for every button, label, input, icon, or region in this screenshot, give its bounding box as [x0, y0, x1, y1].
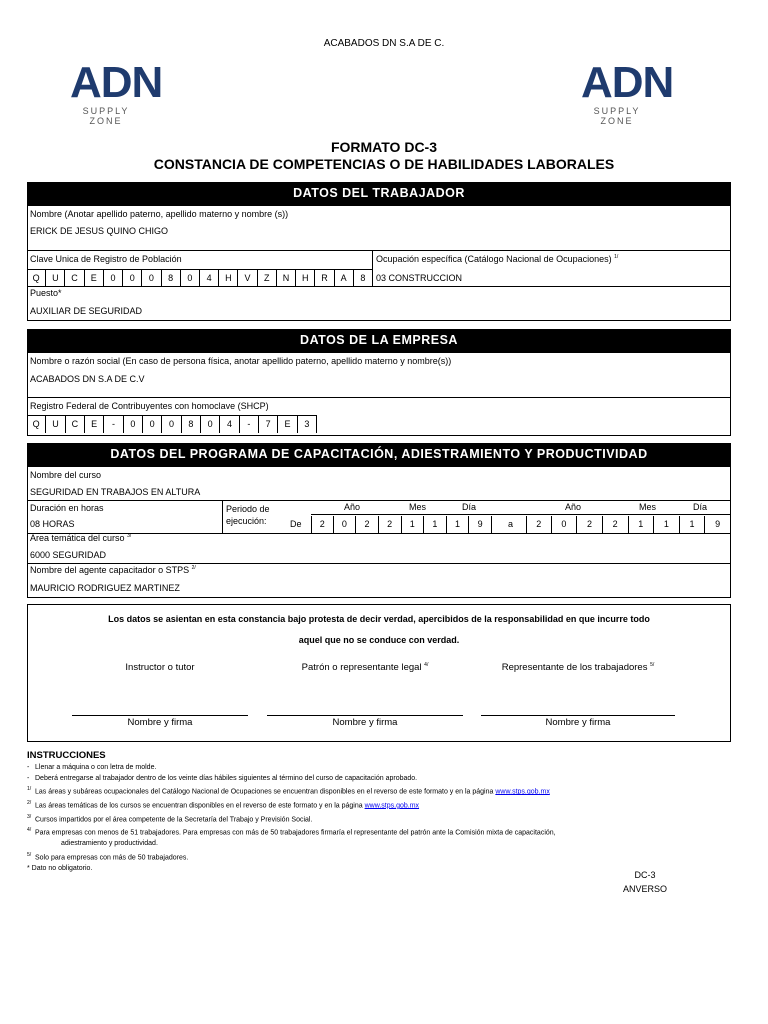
char-cell[interactable]: 1 [447, 516, 470, 533]
instruction-mark: 1/ [27, 786, 32, 792]
instruction-text: Las áreas temáticas de los cursos se encuentran disponibles en el reverso de este formato y en la página [35, 802, 365, 810]
char-cell[interactable]: U [46, 270, 65, 287]
char-cell[interactable]: 2 [526, 516, 552, 533]
char-cell[interactable]: 2 [311, 516, 334, 533]
instruction-mark: - [27, 764, 30, 771]
char-cell[interactable]: Z [258, 270, 277, 287]
char-cell[interactable]: E [278, 416, 297, 433]
position-value[interactable]: AUXILIAR DE SEGURIDAD [30, 306, 143, 316]
instruction-line [27, 864, 556, 875]
char-cell[interactable]: N [277, 270, 296, 287]
instruction-line [27, 850, 556, 864]
duration-label: Duración en horas [30, 503, 104, 513]
rfc-grid[interactable] [27, 415, 317, 433]
instruction-line [27, 812, 556, 826]
course-name-value[interactable]: SEGURIDAD EN TRABAJOS EN ALTURA [30, 487, 201, 497]
instruction-text: Las áreas y subáreas ocupacionales del Catálogo Nacional de Ocupaciones se encuentran disponibles en el reverso de este formato y en la página [35, 788, 496, 796]
divider [27, 250, 731, 251]
worker-name-value[interactable]: ERICK DE JESUS QUINO CHIGO [30, 226, 169, 236]
instruction-text: Deberá entregarse al trabajador dentro de los veinte días hábiles siguientes al término del curso de capacitación aprobado. [35, 774, 418, 782]
instruction-line [27, 839, 556, 850]
char-cell[interactable]: R [315, 270, 334, 287]
from-month-label: Mes [409, 502, 427, 512]
char-cell[interactable]: 0 [143, 416, 162, 433]
rfc-label: Registro Federal de Contribuyentes con homoclave (SHCP) [30, 401, 269, 411]
char-cell[interactable]: 9 [705, 516, 731, 533]
char-cell[interactable]: 2 [379, 516, 402, 533]
section-program-header: DATOS DEL PROGRAMA DE CAPACITACIÓN, ADIESTRAMIENTO Y PRODUCTIVIDAD [27, 443, 731, 466]
logo-brand: ADN [581, 58, 674, 107]
stps-link[interactable]: www.stps.gob.mx [495, 788, 550, 796]
instruction-text: Solo para empresas con más de 50 trabajadores. [35, 854, 189, 862]
char-cell[interactable]: A [335, 270, 354, 287]
instruction-mark: 5/ [27, 851, 32, 858]
divider [27, 533, 731, 534]
period-to-label: a [508, 519, 514, 529]
char-cell[interactable]: 4 [200, 270, 219, 287]
occupation-value[interactable]: 03 CONSTRUCCION [376, 273, 463, 283]
position-label: Puesto* [30, 288, 62, 298]
period-from-label: De [290, 519, 302, 529]
char-cell[interactable]: V [238, 270, 257, 287]
instruction-text: * Dato no obligatorio. [27, 864, 93, 872]
divider [222, 500, 223, 533]
duration-value[interactable]: 08 HORAS [30, 519, 75, 529]
char-cell[interactable]: 0 [123, 270, 142, 287]
char-cell[interactable]: 1 [402, 516, 425, 533]
char-cell[interactable]: 2 [577, 516, 603, 533]
char-cell[interactable]: 1 [629, 516, 655, 533]
instruction-mark: 4/ [27, 827, 32, 834]
footer-side: ANVERSO [622, 884, 667, 894]
instruction-text: adiestramiento y productividad. [61, 840, 158, 848]
period-label-1: Periodo de [226, 504, 270, 514]
section-worker-header: DATOS DEL TRABAJADOR [27, 182, 731, 205]
char-cell[interactable]: 8 [182, 416, 201, 433]
company-header: ACABADOS DN S.A DE C. [323, 38, 445, 49]
course-name-label: Nombre del curso [30, 470, 102, 480]
curp-label: Clave Unica de Registro de Población [30, 254, 182, 264]
from-year-label: Año [344, 502, 361, 512]
char-cell[interactable]: Q [27, 270, 46, 287]
char-cell[interactable]: 1 [654, 516, 680, 533]
form-code-title: FORMATO DC-3 [330, 139, 438, 155]
logo-tagline: SUPPLY ZONE [82, 106, 130, 126]
char-cell[interactable]: 2 [603, 516, 629, 533]
curp-grid[interactable] [27, 269, 373, 287]
adn-logo-left [70, 58, 163, 128]
workers-rep-sign-caption: Nombre y firma [545, 717, 611, 728]
instruction-line [27, 784, 556, 798]
instruction-mark: 2/ [27, 799, 32, 806]
occupation-label: Ocupación específica (Catálogo Nacional de Ocupaciones) $^{1/}$ [376, 254, 619, 264]
to-month-label: Mes [639, 502, 657, 512]
stps-link[interactable]: www.stps.gob.mx [364, 802, 420, 810]
char-cell[interactable]: - [240, 416, 259, 433]
statement-line-1: Los datos se asientan en esta constancia bajo protesta de decir verdad, apercibidos de la responsabilidad en que incurre todo [108, 614, 650, 624]
instruction-line [27, 774, 556, 785]
char-cell[interactable]: 2 [356, 516, 379, 533]
char-cell[interactable]: E [85, 416, 104, 433]
char-cell[interactable]: 7 [259, 416, 278, 433]
from-day-label: Día [462, 502, 477, 512]
worker-name-label: Nombre (Anotar apellido paterno, apellido materno y nombre (s)) [30, 209, 289, 219]
section-company-header: DATOS DE LA EMPRESA [27, 329, 731, 352]
divider [311, 514, 731, 515]
instruction-text: Cursos impartidos por el área competente de la Secretaría del Trabajo y Previsión Social. [35, 815, 313, 823]
char-cell[interactable]: 4 [220, 416, 239, 433]
char-cell[interactable]: C [66, 416, 85, 433]
instructor-sign-caption: Nombre y firma [127, 717, 193, 728]
company-name-label: Nombre o razón social (En caso de persona física, anotar apellido paterno, apellido materno y nombre(s)) [30, 356, 452, 366]
instruction-mark: - [27, 774, 30, 782]
company-name-value[interactable]: ACABADOS DN S.A DE C.V [30, 374, 145, 384]
adn-logo-right [581, 58, 674, 128]
area-label: Área temática del curso $^{3/}$ [30, 533, 132, 543]
char-cell[interactable]: 9 [469, 516, 492, 533]
employer-signature-line[interactable] [267, 715, 463, 716]
char-cell[interactable]: 0 [181, 270, 200, 287]
employer-label: Patrón o representante legal $^{4/}$ [301, 662, 429, 674]
workers-rep-signature-line[interactable] [481, 715, 675, 716]
char-cell[interactable]: 8 [354, 270, 373, 287]
char-cell[interactable]: H [219, 270, 238, 287]
divider [27, 286, 731, 287]
agent-label: Nombre del agente capacitador o STPS $^{2/}$ [30, 565, 196, 575]
char-cell[interactable]: 0 [162, 416, 181, 433]
logo-brand: ADN [70, 58, 163, 107]
char-cell[interactable]: - [104, 416, 123, 433]
char-cell[interactable]: C [65, 270, 84, 287]
employer-sign-caption: Nombre y firma [332, 717, 398, 728]
divider [27, 500, 731, 501]
char-cell[interactable]: 0 [124, 416, 143, 433]
period-to-grid[interactable] [526, 516, 731, 533]
instructor-signature-line[interactable] [72, 715, 248, 716]
char-cell[interactable]: 3 [298, 416, 317, 433]
char-cell[interactable]: 0 [334, 516, 357, 533]
char-cell[interactable]: U [46, 416, 65, 433]
instructions-title: INSTRUCCIONES [27, 750, 106, 761]
instruction-mark: 3/ [27, 813, 32, 820]
instruction-line [27, 825, 556, 839]
char-cell[interactable]: 0 [104, 270, 123, 287]
char-cell[interactable]: H [296, 270, 315, 287]
instruction-line [27, 763, 556, 774]
agent-value[interactable]: MAURICIO RODRIGUEZ MARTINEZ [30, 583, 180, 593]
to-year-label: Año [565, 502, 582, 512]
period-label-2: ejecución: [226, 516, 267, 526]
instruction-line [27, 798, 556, 812]
char-cell[interactable]: 0 [552, 516, 578, 533]
divider [27, 563, 731, 564]
period-from-grid[interactable] [311, 516, 492, 533]
char-cell[interactable]: E [85, 270, 104, 287]
char-cell[interactable]: 1 [424, 516, 447, 533]
area-value[interactable]: 6000 SEGURIDAD [30, 550, 107, 560]
workers-rep-label: Representante de los trabajadores $^{5/}$ [501, 662, 655, 674]
instructions-list [27, 763, 556, 874]
instruction-text: Llenar a máquina o con letra de molde. [35, 764, 157, 771]
instructor-label: Instructor o tutor [125, 662, 195, 673]
form-title: CONSTANCIA DE COMPETENCIAS O DE HABILIDADES LABORALES [153, 156, 615, 172]
footer-code: DC-3 [634, 870, 656, 880]
divider [27, 397, 731, 398]
instruction-text: Para empresas con menos de 51 trabajadores. Para empresas con más de 50 trabajadores firmaría el representante del patrón ante la Comisión mixta de capacitación, [35, 829, 556, 837]
to-day-label: Día [693, 502, 708, 512]
char-cell[interactable]: Q [27, 416, 46, 433]
logo-tagline: SUPPLY ZONE [593, 106, 641, 126]
char-cell[interactable]: 0 [201, 416, 220, 433]
char-cell[interactable]: 1 [680, 516, 706, 533]
char-cell[interactable]: 8 [162, 270, 181, 287]
char-cell[interactable]: 0 [142, 270, 161, 287]
statement-line-2: aquel que no se conduce con verdad. [298, 635, 460, 645]
